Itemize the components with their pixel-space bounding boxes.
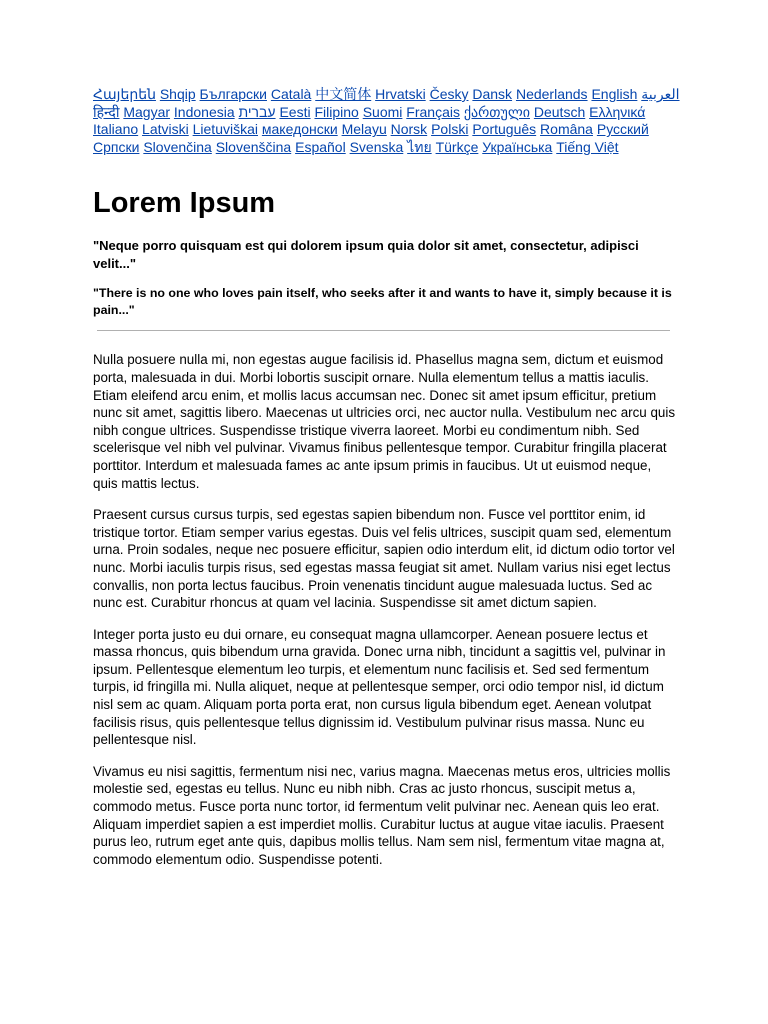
language-links: [93, 86, 683, 156]
language-link[interactable]: Português: [472, 121, 537, 138]
language-link[interactable]: Tiếng Việt: [556, 138, 619, 155]
language-link[interactable]: Indonesia: [173, 103, 235, 120]
language-link[interactable]: Ελληνικά: [589, 103, 646, 120]
language-link[interactable]: Magyar: [123, 103, 171, 120]
language-link[interactable]: Suomi: [362, 103, 403, 120]
language-link[interactable]: Türkçe: [435, 138, 479, 155]
language-link[interactable]: Hrvatski: [375, 86, 426, 102]
language-link[interactable]: ქართული: [463, 103, 530, 120]
language-link[interactable]: 中文简体: [315, 86, 372, 102]
language-link[interactable]: Русский: [596, 121, 649, 138]
paragraph: Praesent cursus cursus turpis, sed egestas sapien bibendum non. Fusce vel porttitor enim, id tristique tortor. Etiam semper varius egestas. Duis vel felis ultrices, suscipit quam sed, elementum urna. Proin sodales, neque nec posuere efficitur, sapien odio interdum elit, id dictum odio tortor vel nunc. Morbi iaculis turpis risus, sed egestas massa feugiat sit amet. Nullam varius nisi eget lectus convallis, non porta lectus faucibus. Proin venenatis tincidunt augue malesuada luctus. Sed ac nunc est. Curabitur rhoncus at quam vel lacinia. Suspendisse sit amet dictum sapien.: [93, 507, 675, 611]
language-link[interactable]: Eesti: [279, 103, 311, 120]
language-link[interactable]: Lietuviškai: [192, 121, 258, 138]
page: [93, 86, 683, 882]
paragraph: Vivamus eu nisi sagittis, fermentum nisi nec, varius magna. Maecenas metus eros, ultricies mollis molestie sed, egestas eu tellus. Nunc eu nibh nibh. Cras ac justo rhoncus, suscipit metus a, commodo metus. Fusce porta nunc tortor, id fermentum velit pulvinar nec. Aenean quis leo erat. Aliquam imperdiet sapien a est imperdiet mollis. Curabitur luctus at augue vitae iaculis. Praesent purus leo, rutrum eget ante quis, dapibus mollis tellus. Nam sem nisl, fermentum vitae magna at, commodo elementum odio. Suspendisse potenti.: [93, 763, 671, 867]
language-link[interactable]: Shqip: [159, 86, 196, 102]
language-link[interactable]: Italiano: [93, 121, 139, 138]
language-link[interactable]: Հայերեն: [93, 86, 156, 102]
language-link[interactable]: Latviski: [142, 121, 189, 138]
language-link[interactable]: Norsk: [390, 121, 428, 138]
paragraph: Nulla posuere nulla mi, non egestas augue facilisis id. Phasellus magna sem, dictum et euismod porta, malesuada in dui. Morbi lobortis suscipit ornare. Nulla elementum tellus a mattis iaculis. Etiam eleifend arcu enim, et mollis lacus accumsan nec. Donec sit amet ipsum efficitur, pretium nunc sit amet, sagittis libero. Maecenas ut ultricies orci, nec auctor nulla. Vestibulum nec arcu quis nibh congue ultrices. Suspendisse tristique viverra laoreet. Morbi eu condimentum nibh. Sed scelerisque vel nibh vel pulvinar. Vivamus finibus pellentesque tempor. Curabitur fringilla placerat porttitor. Interdum et malesuada fames ac ante ipsum primis in faucibus. Ut ut euismod neque, quis mattis lectus.: [93, 352, 676, 491]
language-link[interactable]: Català: [270, 86, 312, 102]
language-link[interactable]: Deutsch: [533, 103, 586, 120]
language-link[interactable]: Slovenščina: [215, 138, 292, 155]
language-link[interactable]: English: [591, 86, 638, 102]
language-link[interactable]: Español: [295, 138, 346, 155]
language-link[interactable]: Nederlands: [515, 86, 588, 102]
language-link[interactable]: العربية: [641, 86, 680, 102]
language-link[interactable]: Česky: [429, 86, 469, 102]
divider: [97, 330, 670, 331]
language-link[interactable]: Dansk: [472, 86, 513, 102]
language-link[interactable]: ไทย: [407, 138, 432, 155]
language-link[interactable]: Melayu: [341, 121, 387, 138]
language-link[interactable]: Româna: [540, 121, 593, 138]
english-quote: "There is no one who loves pain itself, who seeks after it and wants to have it, simply because it is pain...": [93, 286, 672, 317]
lorem-paragraphs: [93, 351, 683, 868]
latin-quote: "Neque porro quisquam est qui dolorem ipsum quia dolor sit amet, consectetur, adipisci velit...": [93, 238, 639, 271]
language-link[interactable]: Български: [199, 86, 267, 102]
language-link[interactable]: Filipino: [314, 103, 359, 120]
page-title: Lorem Ipsum: [93, 187, 276, 220]
language-link[interactable]: Українська: [482, 138, 553, 155]
language-link[interactable]: Српски: [93, 138, 140, 155]
paragraph: Integer porta justo eu dui ornare, eu consequat magna ullamcorper. Aenean posuere lectus et massa rhoncus, quis bibendum urna gravida. Donec urna nibh, tincidunt a sagittis vel, pulvinar in ipsum. Pellentesque elementum leo turpis, et elementum nunc facilisis et. Sed sed fermentum turpis, id fringilla mi. Nulla aliquet, neque at pellentesque semper, orci odio tempor nisl, id dictum nisl sem ac quam. Aliquam porta porta erat, non cursus ligula bibendum eget. Aenean volutpat facilisis risus, quis pellentesque tellus dignissim id. Vestibulum pulvinar risus massa. Nunc eu pellentesque nisl.: [93, 626, 666, 748]
language-link[interactable]: македонски: [261, 121, 338, 138]
language-link[interactable]: हिन्दी: [93, 103, 120, 120]
language-link[interactable]: Français: [406, 103, 460, 120]
language-link[interactable]: Svenska: [349, 138, 404, 155]
language-link[interactable]: Slovenčina: [143, 138, 212, 155]
language-link[interactable]: Polski: [431, 121, 469, 138]
language-link[interactable]: עברית: [238, 103, 276, 120]
